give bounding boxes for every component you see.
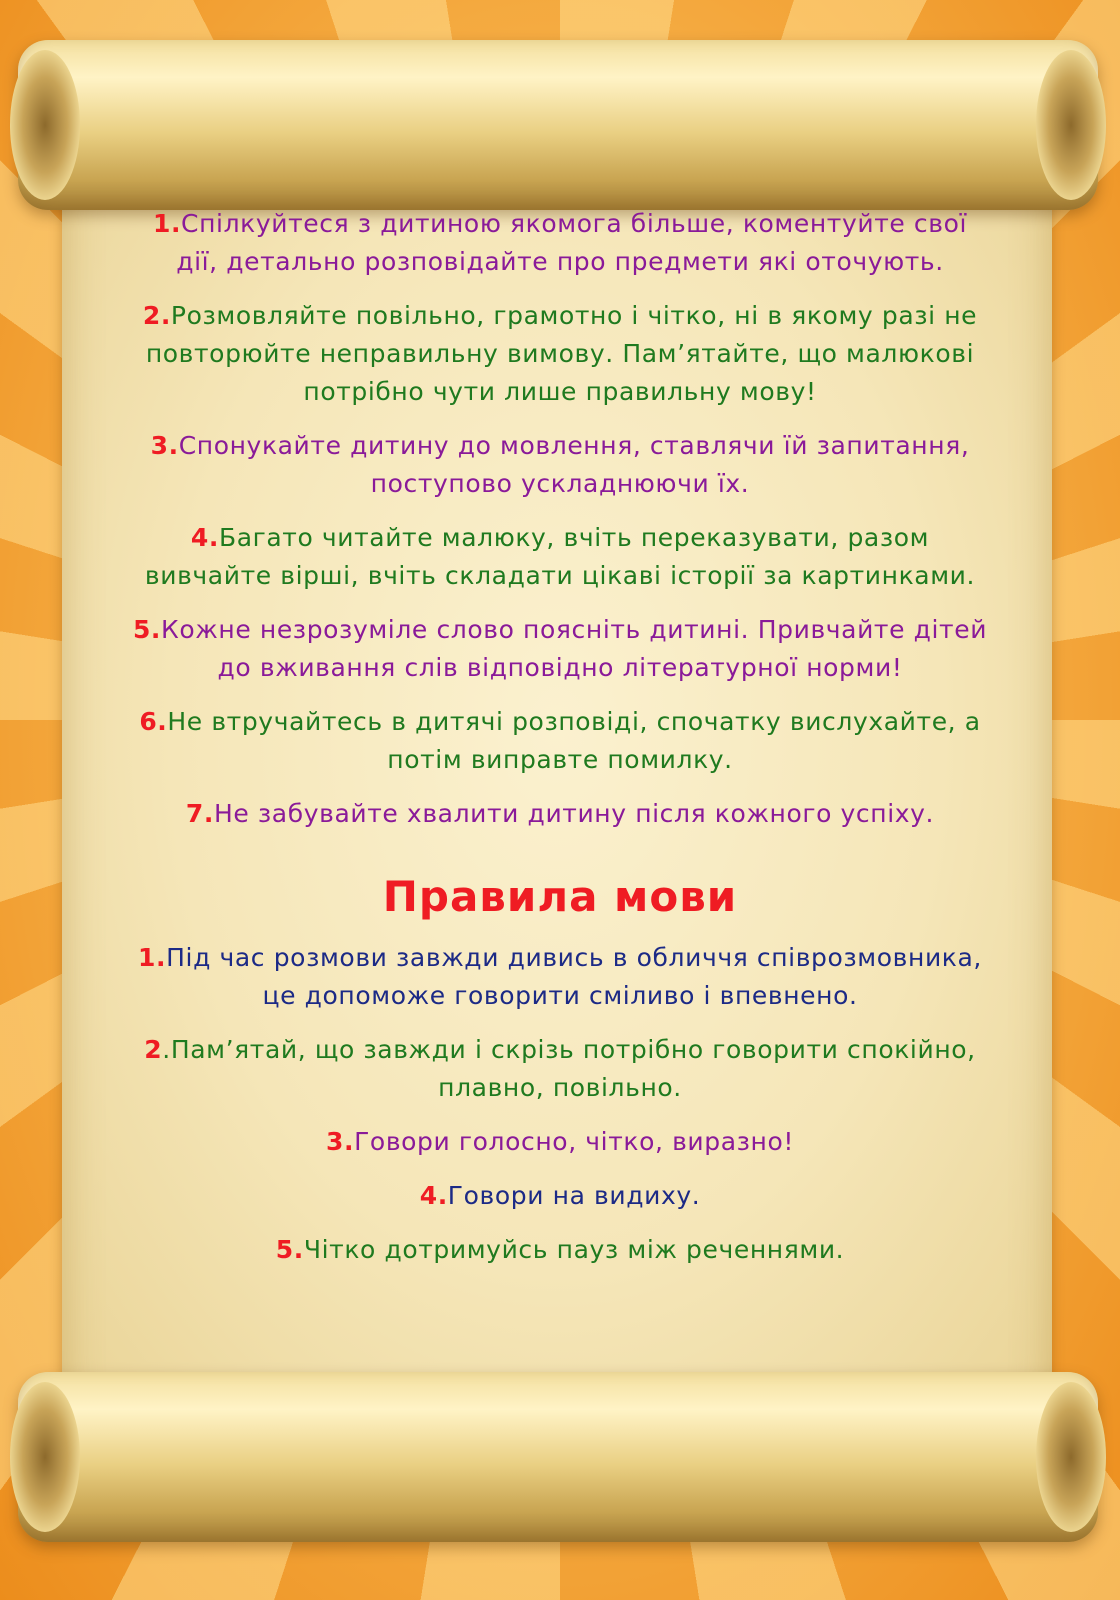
tip-text: Не забувайте хвалити дитину після кожного успіху. [213,799,935,828]
tip-text: Багато читайте малюку, вчіть переказувати, разом вивчайте вірші, вчіть складати цікаві історії за картинками. [144,523,976,590]
rule-text: Говори на видиху. [447,1181,701,1210]
rule-1 [130,939,990,1015]
document-content [130,205,990,1285]
rule-text: Під час розмови завжди дивись в обличчя співрозмовника, це допоможе говорити сміливо і впевнено. [166,943,982,1010]
rule-text: Чітко дотримуйсь пауз між реченнями. [303,1235,845,1264]
tip-text: Спонукайте дитину до мовлення, ставлячи їй запитання, поступово ускладнюючи їх. [178,431,970,498]
rule-text: Говори голосно, чітко, виразно! [354,1127,794,1156]
rule-3 [130,1123,990,1161]
tip-5 [130,611,990,687]
tip-number: 7. [185,799,214,828]
tip-7 [130,795,990,833]
rule-number: 4. [419,1181,448,1210]
tip-number: 2. [142,301,171,330]
tip-4 [130,519,990,595]
tip-number: 3. [150,431,179,460]
rule-number: 3. [325,1127,355,1156]
tip-number: 5. [132,615,162,644]
rule-text: .Пам’ятай, що завжди і скрізь потрібно говорити спокійно, плавно, повільно. [162,1035,976,1102]
tip-1 [130,205,990,281]
tip-3 [130,427,990,503]
rule-2 [130,1031,990,1107]
rule-number: 1. [138,943,167,972]
tip-number: 6. [139,707,168,736]
tip-6 [130,703,990,779]
tip-2 [130,297,990,411]
rule-number: 5. [275,1235,304,1264]
scroll-top-roll [18,40,1098,210]
tip-text: Спілкуйтеся з дитиною якомога більше, коментуйте свої дії, детально розповідайте про предмети які оточують. [176,209,968,276]
rule-4 [130,1177,990,1215]
scroll-bottom-roll [18,1372,1098,1542]
rule-5 [130,1231,990,1269]
tip-text: Не втручайтесь в дитячі розповіді, спочатку вислухайте, а потім виправте помилку. [167,707,981,774]
rule-number: 2 [144,1035,163,1064]
tip-number: 1. [152,209,182,238]
tip-text: Кожне незрозуміле слово поясніть дитині. Привчайте дітей до вживання слів відповідно літературної норми! [161,615,988,682]
tip-text: Розмовляйте повільно, грамотно і чітко, ні в якому разі не повторюйте неправильну вимову. Пам’ятайте, що малюкові потрібно чути лише правильну мову! [145,301,978,406]
tip-number: 4. [190,523,219,552]
section-heading: Правила мови [382,872,738,921]
